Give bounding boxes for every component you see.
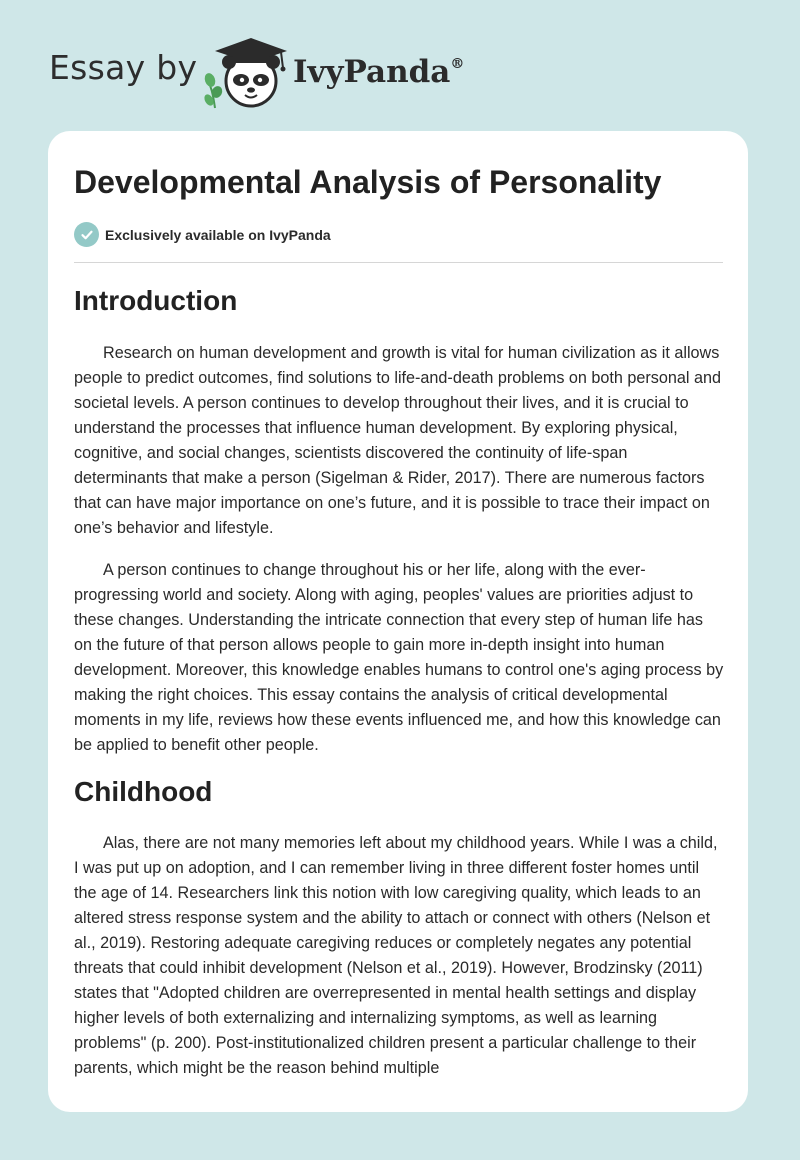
- exclusive-badge-text: Exclusively available on IvyPanda: [105, 226, 331, 243]
- paragraph: Alas, there are not many memories left about my childhood years. While I was a child, I was put up on adoption, and I can remember living in three different foster homes until the age of 14. Researchers link this notion with low caregiving quality, which leads to an altered stress response system and the ability to attach or connect with others (Nelson et al., 2019). Restoring adequate caregiving reduces or completely negates any potential threats that could inhibit development (Nelson et al., 2019). However, Brodzinsky (2011) states that "Adopted children are overrepresented in mental health settings and display higher levels of both externalizing and internalizing symptoms, as well as learning problems" (p. 200). Post-institutionalized children present a particular challenge to their parents, which might be the reason behind multiple: [74, 834, 718, 1077]
- panda-graduate-icon: [201, 34, 297, 110]
- brand-name-text: IvyPanda: [293, 54, 451, 90]
- section-introduction: [74, 283, 724, 758]
- brand-header[interactable]: [49, 34, 469, 114]
- paragraph: A person continues to change throughout his or her life, along with the ever-progressing world and society. Along with aging, peoples' values are priorities adjust to these changes. Understanding the intricate connection that every step of human life has on the future of that person allows people to gain more in-depth insight into human development. Moreover, this knowledge enables humans to control one's aging process by making the right choices. This essay contains the analysis of critical developmental moments in my life, reviews how these events influenced me, and how this knowledge can be applied to benefit other people.: [74, 561, 724, 754]
- paragraph: Research on human development and growth is vital for human civilization as it allows people to predict outcomes, find solutions to life-and-death problems on both personal and societal levels. A person continues to develop throughout their lives, and it is crucial to understand the processes that influence human development. By exploring physical, cognitive, and social changes, scientists discovered the continuity of life-span determinants that make a person (Sigelman & Rider, 2017). There are numerous factors that can have major importance on one’s future, and it is possible to trace their impact on one’s behavior and lifestyle.: [74, 344, 722, 537]
- exclusive-badge: [74, 222, 331, 247]
- page-title: Developmental Analysis of Personality: [74, 164, 662, 200]
- brand-prefix: Essay by: [49, 48, 198, 87]
- section-childhood: [74, 774, 724, 1081]
- section-heading: Introduction: [74, 285, 238, 316]
- checkmark-icon: [74, 222, 99, 247]
- section-heading: Childhood: [74, 776, 213, 807]
- title-divider: [74, 262, 723, 263]
- registered-mark: ®: [450, 56, 465, 72]
- brand-name: [293, 54, 464, 90]
- essay-card: [48, 131, 748, 1112]
